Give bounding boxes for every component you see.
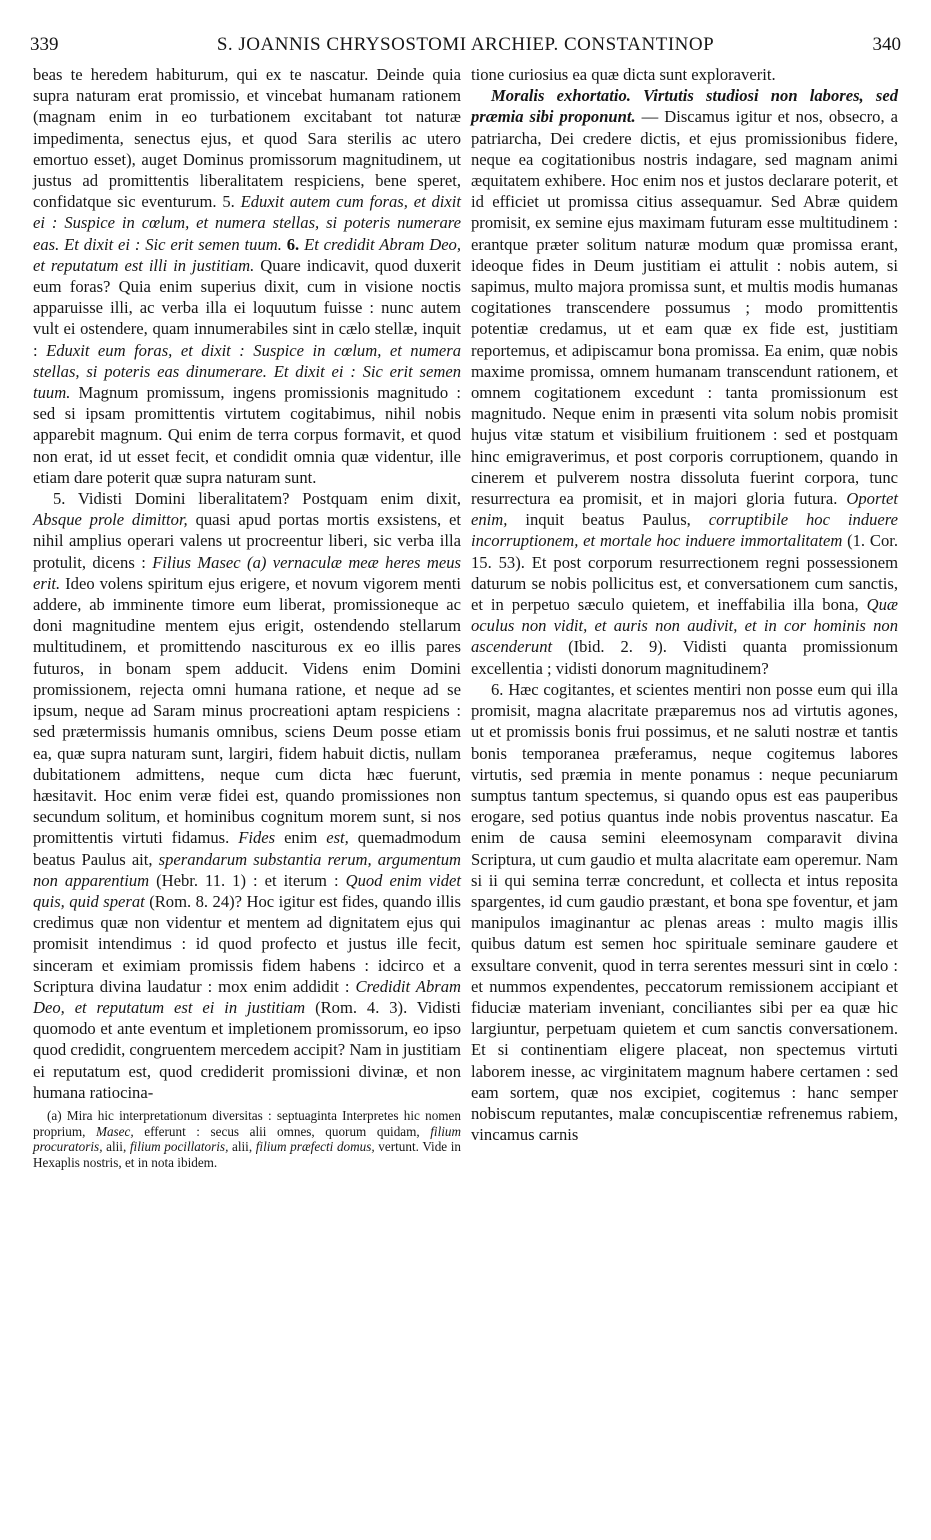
page-number-left: 339 xyxy=(30,34,59,55)
left-paragraph-2: 5. Vidisti Domini liberalitatem? Postquam enim dixit, Absque prole dimittor, quasi apud portas mortis exsistens, et nihil amplius operari valens ut procreentur liberi, sic verba illa protulit, dicens : Filius Masec (a) vernaculæ meæ heres meus erit. Ideo volens spiritum ejus erigere, et novum vigorem menti addere, ab imminente timore eum liberat, promissioneque ac doni magnitudine mentem ejus erigit, ostendendo stellarum multitudinem, et promittendo nasciturous ex eo illis pares futuros, in bonam spem adducit. Videns enim Domini promissionem, rejecta omni humana ratione, et neque ad se ipsum, neque ad Saram minus procreationi aptam respiciens : sed prætermissis humanis omnibus, sciens Deum posse etiam ea, quæ supra naturam sunt, largiri, fidem habuit dictis, nullam dubitationem admittens, neque cum dicta hæc fuerunt, hæsitavit. Hoc enim veræ fidei est, quando promissiones non secundum solitum, et hominibus cognitum morem sunt, si nos promittentis virtuti fidamus. Fides enim est, quemadmodum beatus Paulus ait, sperandarum substantia rerum, argumentum non apparentium (Hebr. 11. 1) : et iterum : Quod enim videt quis, quid sperat (Rom. 8. 24)? Hoc igitur est fides, quando illis credimus quæ non videntur et mentem ad dignitatem ejus qui promisit intendimus : id quod profecto et justus ille fecit, sinceram et eximiam promissis fidem habens : idcirco et a Scriptura divina laudatur : mox enim addidit : Credidit Abram Deo, et reputatum est ei in justitiam (Rom. 4. 3). Vidisti quomodo et ante eventum et impletionem promissorum, eo ipso quod credidit, congruentem mercedem accipit? Nam in justitiam ei reputatum est, quod crediderit promissioni divinæ, et non humana ratiocina- xyxy=(33,489,462,1102)
left-column xyxy=(33,64,461,1170)
right-column xyxy=(471,64,898,1145)
footnote: (a) Mira hic interpretationum diversitas : septuaginta Interpretes hic nomen proprium, Masec, efferunt : secus alii omnes, quorum quidam, filium procuratoris, alii, filium pocillatoris, alii, filium præfecti domus, vertunt. Vide in Hexaplis nostris, et in nota ibidem. xyxy=(33,1107,462,1170)
right-paragraph-1: tione curiosius ea quæ dicta sunt exploraverit. xyxy=(471,65,776,84)
section-heading: Moralis exhortatio. Virtutis studiosi non labores, sed præmia sibi proponunt. xyxy=(471,86,898,127)
page-number-right: 340 xyxy=(872,34,901,55)
left-paragraph-1: beas te heredem habiturum, qui ex te nascatur. Deinde quia supra naturam erat promissio, et vincebat humanam rationem (magnam enim in eo turbationem excitabant tot naturæ impedimenta, senectus ejus, et quod Sara sterilis ac utero emortuo esset), auget Dominus promissorum magnitudinem, ut justus ad promittentis liberalitatem respiciens, bene speret, confidatque sic eventurum. 5. Eduxit autem cum foras, et dixit ei : Suspice in cœlum, et numera stellas, si poteris numerare eas. Et dixit ei : Sic erit semen tuum. 6. Et credidit Abram Deo, et reputatum est illi in justitiam. Quare indicavit, quod duxerit eum foras? Quia enim superius dixit, cum in visione noctis apparuisse illi, ac verba illa ei loquutum fuisse : nunc autem vult ei ostendere, quam innumerabiles sint in cælo stellæ, inquit : Eduxit eum foras, et dixit : Suspice in cœlum, et numera stellas, si poteris eas dinumerare. Et dixit ei : Sic erit semen tuum. Magnum promissum, ingens promissionis magnitudo : sed si ipsam promittentis virtutem cogitabimus, nihil nobis apparebit magnum. Qui enim de terra corpus formavit, et quod non erat, id ut esset fecit, et condidit omnia quæ videntur, ille etiam dare poterit quæ supra naturam sunt. xyxy=(33,65,462,487)
page-header xyxy=(30,34,901,60)
running-title: S. JOANNIS CHRYSOSTOMI ARCHIEP. CONSTANTINOP xyxy=(216,34,715,55)
right-paragraph-2: Moralis exhortatio. Virtutis studiosi non labores, sed præmia sibi proponunt. — Discamus igitur et nos, obsecro, a patriarcha, Dei credere dictis, et ejus promissionibus fidere, neque ea cogitationibus nostris indagare, sed magnam animi æquitatem exhibere. Hoc enim nos et justos declarare poterit, et id efficiet ut promissa citius assequamur. Sed Abræ quidem promisit, ex semine ejus maximam futuram esse multitudinem : erantque præter solitum naturæ modum quæ promissa erant, ideoque fides in Deum justitiam ei attulit : nobis autem, si sapimus, multo majora promissa sunt, et multis modis humanas cogitationes transcendere possumus ; modo promittentis potentiæ credamus, ut et eam quæ ex fide est, justitiam reportemus, et adipiscamur bona promissa. Ea enim, quæ nobis maxime promissa, omnem humanam transcendunt rationem, et omnem cogitationem excedunt : tanta promissionum est magnitudo. Neque enim in præsenti vita solum nobis promisit hujus vitæ statum et visibilium fruitionem : sed et postquam hinc emigraverimus, et post corporis corruptionem, quando in cinerem et pulverem nostra dissoluta fuerint corpora, tunc resurrectura ea promisit, et in majori gloria futura. Oportet enim, inquit beatus Paulus, corruptibile hoc induere incorruptionem, et mortale hoc induere immortalitatem (1. Cor. 15. 53). Et post corporum resurrectionem regni possessionem daturum se nobis pollicitus est, et conversationem cum sanctis, et in perpetuo sæculo quietem, et ineffabilia illa bona, Quæ oculus non vidit, et auris non audivit, et in cor hominis non ascenderunt (Ibid. 2. 9). Vidisti quanta promissionum excellentia ; vidisti donorum magnitudinem? xyxy=(471,86,898,678)
right-paragraph-3: 6. Hæc cogitantes, et scientes mentiri non posse eum qui illa promisit, magna alacritate præparemus nos ad virtutis agones, ut et promissis bonis frui possimus, et ne saluti nostræ et tantis bonis temporanea præferamus, neque cogitemus labores virtutis, sed præmia in mente ponamus : neque pecuniarum sumptus tantum spectemus, si quando opus est eas pauperibus erogare, sed potius quantus inde nobis proventus nascatur. Ea enim de causa semini eleemosynam comparavit divina Scriptura, ut cum gaudio et multa alacritate eam operemur. Nam si ii qui semina terræ concredunt, et collecta et intus reposita spargentes, id cum gaudio præstant, et bona spe foventur, et jam manipulos imaginantur ac plenas areas : multo magis illis quibus datum est semen hoc spirituale seminare gaudere et exsultare convenit, quod in terra serentes messuri sint in cœlo : et nummos expendentes, peccatorum remissionem accipiant et fiduciæ materiam inveniant, conciliantes sibi per ea quæ hic largiuntur, perpetuam quietem et cum sanctis conversationem. Et si continentiam eligere placeat, non spectemus virtuti laborem inesse, ac virginitatem magnum habere certamen : sed eam sortem, quæ nos excipiet, cogitemus : hanc semper nobiscum reputantes, malæ concupiscentiæ refrenemus rabiem, vincamus carnis xyxy=(471,679,898,1145)
